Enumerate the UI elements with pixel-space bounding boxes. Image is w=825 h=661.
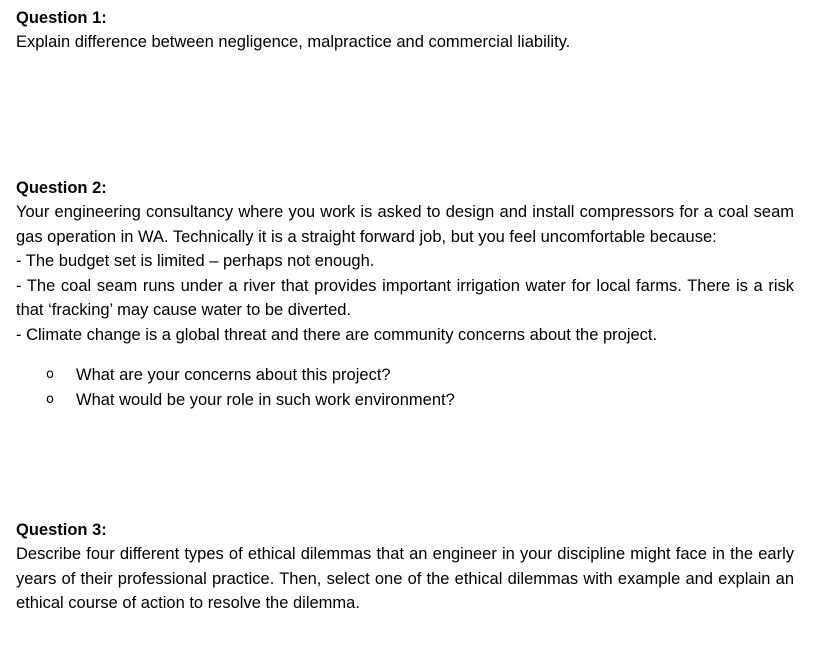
question-1-title: Question 1: bbox=[16, 9, 107, 27]
question-1-section bbox=[16, 6, 794, 55]
question-2-point-river: - The coal seam runs under a river that provides important irrigation water for local farms. There is a risk that ‘fracking’ may cause water to be diverted. bbox=[16, 276, 794, 319]
question-3-title: Question 3: bbox=[16, 521, 107, 539]
question-2-point-climate: - Climate change is a global threat and there are community concerns about the project. bbox=[16, 325, 658, 344]
question-2-intro: Your engineering consultancy where you work is asked to design and install compressors for a coal seam gas operation in WA. Technically it is a straight forward job, but you feel uncomfortable because: bbox=[16, 203, 794, 246]
hollow-bullet-icon: o bbox=[46, 391, 54, 407]
list-item bbox=[16, 388, 794, 413]
question-2-point-budget: - The budget set is limited – perhaps not enough. bbox=[16, 252, 375, 270]
question-2-section bbox=[16, 176, 794, 409]
list-item bbox=[16, 363, 794, 388]
question-1-text: Explain difference between negligence, malpractice and commercial liability. bbox=[16, 33, 571, 51]
question-3-text: Describe four different types of ethical dilemmas that an engineer in your discipline might face in the early years of their professional practice. Then, select one of the ethical dilemmas with example and explain an ethical course of action to resolve the dilemma. bbox=[16, 545, 794, 612]
hollow-bullet-icon: o bbox=[46, 367, 54, 382]
sub-question-concerns: What are your concerns about this project? bbox=[76, 366, 391, 384]
question-2-sub-questions bbox=[16, 363, 794, 412]
question-2-title: Question 2: bbox=[16, 179, 107, 197]
sub-question-role: What would be your role in such work environment? bbox=[76, 390, 455, 409]
question-3-section bbox=[16, 518, 794, 616]
